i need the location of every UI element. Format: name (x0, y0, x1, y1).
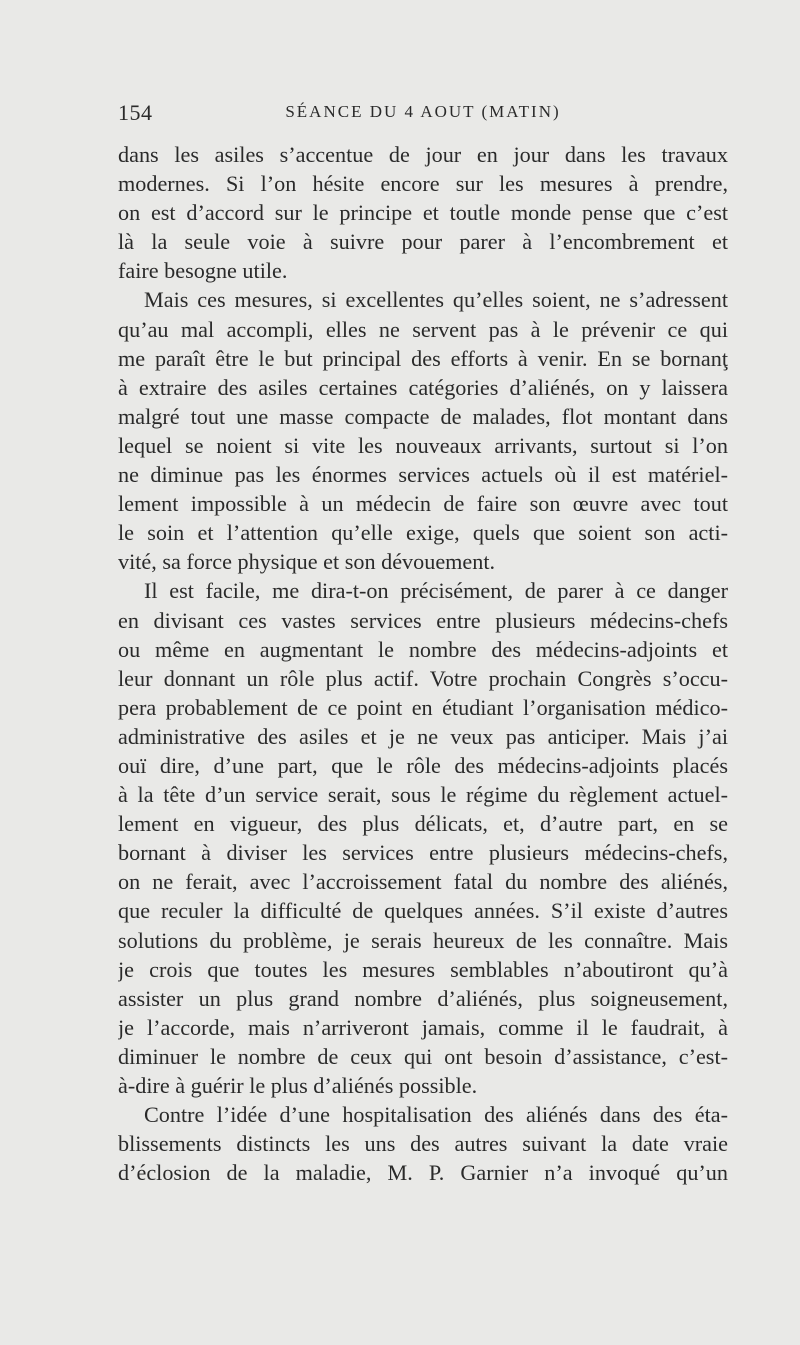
page-number: 154 (118, 100, 153, 125)
text-line: à-dire à guérir le plus d’aliénés possible. (118, 1073, 478, 1098)
text-line: administrative des asiles et je ne veux pas anticiper. Mais j’ai (118, 723, 728, 749)
text-line: on est d’accord sur le principe et toutle monde pense que c’est (118, 200, 728, 226)
text-line: à la tête d’un service serait, sous le régime du règlement actuel- (118, 782, 728, 808)
text-line: solutions du problème, je serais heureux de les connaître. Mais (118, 927, 728, 953)
text-line: malgré tout une masse compacte de malades, flot montant dans (118, 403, 728, 429)
text-line: là la seule voie à suivre pour parer à l’encombrement et (118, 229, 728, 255)
text-line: le soin et l’attention qu’elle exige, quels que soient son acti- (118, 520, 728, 546)
text-line: on ne ferait, avec l’accroissement fatal du nombre des aliénés, (118, 869, 728, 895)
text-line: blissements distincts les uns des autres suivant la date vraie (118, 1131, 728, 1157)
text-line: lement impossible à un médecin de faire son œuvre avec tout (118, 491, 728, 517)
text-line: lequel se noient si vite les nouveaux arrivants, surtout si l’on (118, 432, 728, 458)
text-line: qu’au mal accompli, elles ne servent pas à le prévenir ce qui (118, 316, 728, 342)
text-line: que reculer la difficulté de quelques années. S’il existe d’autres (118, 898, 728, 924)
text-line: leur donnant un rôle plus actif. Votre prochain Congrès s’occu- (118, 665, 728, 691)
text-line: en divisant ces vastes services entre plusieurs médecins-chefs (118, 607, 728, 633)
text-line: je l’accorde, mais n’arriveront jamais, comme il le faudrait, à (118, 1014, 728, 1040)
text-line: d’éclosion de la maladie, M. P. Garnier n’a invoqué qu’un (118, 1160, 728, 1186)
text-line: assister un plus grand nombre d’aliénés, plus soigneusement, (118, 985, 728, 1011)
text-line: modernes. Si l’on hésite encore sur les mesures à prendre, (118, 171, 728, 197)
page-header (118, 100, 728, 130)
text-line: Il est facile, me dira-t-on précisément, de parer à ce danger (144, 578, 728, 604)
text-line: ne diminue pas les énormes services actuels où il est matériel- (118, 462, 728, 488)
text-line: faire besogne utile. (118, 258, 288, 284)
text-line: lement en vigueur, des plus délicats, et, d’autre part, en se (118, 811, 728, 837)
text-line: je crois que toutes les mesures semblables n’aboutiront qu’à (118, 956, 728, 982)
text-line: ouï dire, d’une part, que le rôle des médecins-adjoints placés (118, 752, 728, 778)
text-line: Contre l’idée d’une hospitalisation des aliénés dans des éta- (144, 1102, 728, 1128)
body-text (118, 140, 728, 1187)
text-line: dans les asiles s’accentue de jour en jour dans les travaux (118, 142, 728, 167)
text-line: bornant à diviser les services entre plusieurs médecins-chefs, (118, 840, 728, 866)
running-head: SÉANCE DU 4 AOUT (MATIN) (285, 102, 561, 121)
text-line: ou même en augmentant le nombre des médecins-adjoints et (118, 636, 728, 662)
text-line: à extraire des asiles certaines catégories d’aliénés, on y laissera (118, 374, 728, 400)
text-line: pera probablement de ce point en étudiant l’organisation médico- (118, 694, 728, 720)
text-line: vité, sa force physique et son dévouement. (118, 549, 496, 575)
text-line: diminuer le nombre de ceux qui ont besoin d’assistance, c’est- (118, 1043, 728, 1069)
text-line: me paraît être le but principal des efforts à venir. En se bornanţ (118, 345, 728, 371)
text-line: Mais ces mesures, si excellentes qu’elles soient, ne s’adressent (144, 287, 728, 313)
